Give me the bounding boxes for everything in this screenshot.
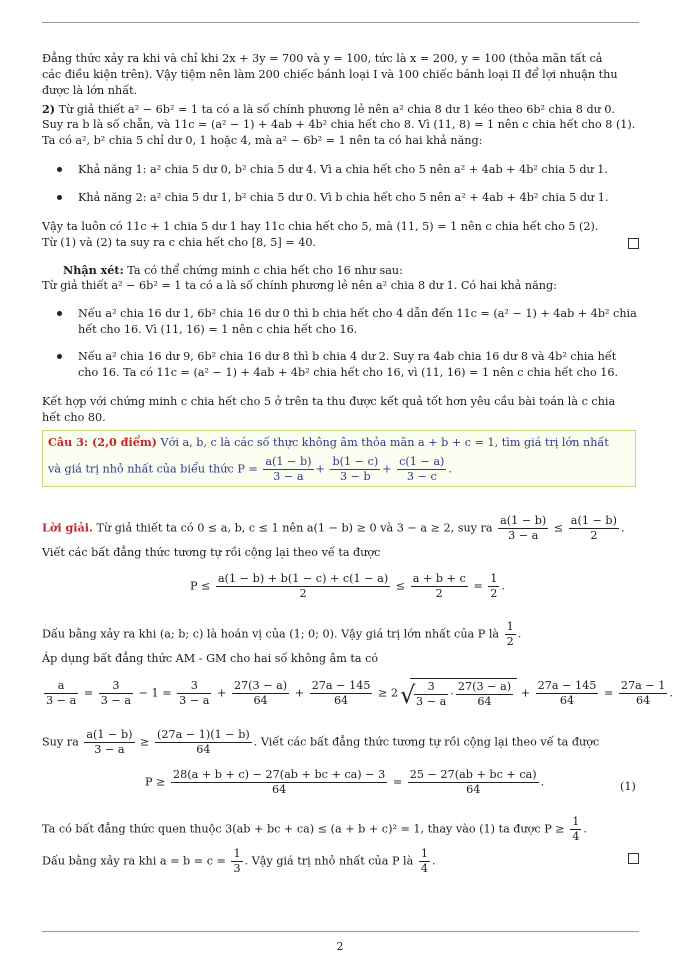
fraction: $\frac{1}{4}$: [572, 815, 580, 843]
top-rule: [42, 22, 639, 23]
part2-label: 2): [42, 102, 56, 116]
fraction: $\frac{a(1 - b)}{2}$: [570, 514, 617, 542]
fraction: $\frac{3}{3 - a}$: [179, 679, 210, 707]
intro-line: được là lớn nhất.: [42, 84, 138, 97]
solution-line: Dấu bằng xảy ra khi (a; b; c) là hoán vị của (1; 0; 0). Vậy giá trị lớn nhất của P là $\frac{1}{2}$ .: [42, 620, 522, 648]
fraction: $\frac{25 - 27(ab + bc + ca)}{64}$: [409, 768, 537, 796]
fraction: $\frac{27(3 - a)}{64}$: [457, 680, 512, 708]
fraction: $\frac{(27a - 1)(1 - b)}{64}$: [157, 728, 250, 756]
remark-conclusion: [42, 394, 639, 426]
remark-paragraph: [42, 262, 639, 294]
bullet-text: Khả năng 2: a² chia 5 dư 1, b² chia 5 dư 0. Vì b chia hết cho 5 nên a² + 4ab + 4b² chia 5 dư 1.: [78, 191, 609, 204]
bullet-text: Nếu a² chia 16 dư 9, 6b² chia 16 dư 8 thì b chia 4 dư 2. Suy ra 4ab chia 16 dư 8 và 4b² chia hết: [78, 350, 617, 363]
fraction: $\frac{a(1 - b)}{3 - a}$: [265, 455, 312, 483]
solution-line: Suy ra $\frac{a(1 - b)}{3 - a}$ ≥ $\frac{(27a - 1)(1 - b)}{64}$ . Viết các bất đẳng thức tương tự rồi cộng lại theo vế ta được: [42, 728, 600, 756]
conclusion-line: Vậy ta luôn có 11c + 1 chia 5 dư 1 hay 11c chia hết cho 5, mà (11, 5) = 1 nên c chia hết cho 5 (2).: [42, 220, 599, 233]
bullet-dot: [57, 354, 62, 359]
part2-conclusion: [42, 219, 639, 251]
bottom-rule: [42, 931, 639, 932]
solution-line: Viết các bất đẳng thức tương tự rồi cộng lại theo vế ta được: [42, 546, 381, 559]
solution-line: Dấu bằng xảy ra khi a = b = c = $\frac{1}{3}$ . Vậy giá trị nhỏ nhất của P là $\frac{1}{4}$ .: [42, 847, 436, 875]
bullet-dot: [57, 311, 62, 316]
solution-label: Lời giải.: [42, 520, 93, 535]
fraction: $\frac{28(a + b + c) - 27(ab + bc + ca) - 3}{64}$: [173, 768, 386, 796]
fraction: $\frac{27(3 - a)}{64}$: [233, 679, 288, 707]
bullet-text: Nếu a² chia 16 dư 1, 6b² chia 16 dư 0 thì b chia hết cho 4 dẫn đến 11c = (a² − 1) + 4ab + 4b² chia: [78, 307, 637, 320]
fraction: $\frac{a + b + c}{2}$: [412, 572, 466, 600]
solution-line: Ta có bất đẳng thức quen thuộc 3(ab + bc + ca) ≤ (a + b + c)² = 1, thay vào (1) ta được P ≥ $\frac{1}{4}$ .: [42, 815, 587, 843]
qed-box: [628, 238, 639, 249]
intro-line: các điều kiện trên). Vậy tiệm nên làm 200 chiếc bánh loại I và 100 chiếc bánh loại II để lợi nhuận thu: [42, 68, 618, 81]
bullet-text: cho 16. Ta có 11c = (a² − 1) + 4ab + 4b² chia hết cho 16, vì (11, 16) = 1 nên c chia hết cho 16.: [78, 366, 619, 379]
fraction: $\frac{3}{3 - a}$: [416, 680, 447, 708]
equation-min: P ≥ $\frac{28(a + b + c) - 27(ab + bc + ca) - 3}{64}$ = $\frac{25 - 27(ab + bc + ca)}{64}$ .: [145, 768, 545, 796]
bullet-text: hết cho 16. Vì (11, 16) = 1 nên c chia hết cho 16.: [78, 323, 358, 336]
fraction: $\frac{27a - 1}{64}$: [620, 679, 666, 707]
equation-number: (1): [620, 780, 636, 793]
fraction: $\frac{a(1 - b) + b(1 - c) + c(1 - a)}{2}$: [218, 572, 389, 600]
equation-amgm: $\frac{a}{3 - a}$ = $\frac{3}{3 - a}$ − 1 = $\frac{3}{3 - a}$ + $\frac{27(3 - a)}{64}$ + $\frac{27a - 145}{64}$ ≥ 2 √ $\frac{3}{3 - a}$ · $\frac{27(3 - a)}{64}$ + $\frac{27a - 145}{64}$ = $\frac{27a - 1}{64}$ .: [46, 679, 673, 709]
question-box: Câu 3: (2,0 điểm) Với a, b, c là các số thực không âm thỏa mãn a + b + c = 1, tìm giá trị lớn nhất và giá trị nhỏ nhất của biểu thức P = $\frac{a(1 - b)}{3 - a}$ + $\frac{b(1 - c)}{3 - b}$ + $\frac{c(1 - a)}{3 - c}$ .: [42, 430, 636, 487]
conclusion-line: Kết hợp với chứng minh c chia hết cho 5 ở trên ta thu được kết quả tốt hơn yêu cầu bài toán là c chia: [42, 395, 616, 408]
fraction: $\frac{1}{2}$: [506, 620, 514, 648]
fraction: $\frac{27a - 145}{64}$: [537, 679, 597, 707]
question-label: Câu 3: (2,0 điểm): [48, 435, 157, 449]
question-line: và giá trị nhỏ nhất của biểu thức P =: [48, 462, 262, 476]
fraction: $\frac{a}{3 - a}$: [46, 679, 77, 707]
fraction: $\frac{1}{4}$: [420, 847, 428, 875]
remark-label: Nhận xét:: [63, 263, 124, 277]
fraction: $\frac{27a - 145}{64}$: [311, 679, 371, 707]
bullet-dot: [57, 167, 62, 172]
remark-line: Từ giả thiết a² − 6b² = 1 ta có a là số chính phương lẻ nên a² chia 8 dư 1. Có hai khả năng:: [42, 279, 557, 292]
square-root: √ $\frac{3}{3 - a}$ · $\frac{27(3 - a)}{64}$: [400, 678, 517, 709]
intro-paragraph: [42, 51, 639, 99]
bullet-dot: [57, 195, 62, 200]
conclusion-line: hết cho 80.: [42, 411, 106, 424]
bullet-text: Khả năng 1: a² chia 5 dư 0, b² chia 5 dư 4. Vì a chia hết cho 5 nên a² + 4ab + 4b² chia 5 dư 1.: [78, 163, 608, 176]
fraction: $\frac{b(1 - c)}{3 - b}$: [332, 455, 379, 483]
part2-paragraph: [42, 101, 639, 149]
page-number: 2: [336, 940, 344, 953]
remark-line: Ta có thể chứng minh c chia hết cho 16 như sau:: [123, 264, 403, 277]
part2-line: Suy ra b là số chẵn, và 11c = (a² − 1) + 4ab + 4b² chia hết cho 8. Vì (11, 8) = 1 nên c chia hết cho 8 (1).: [42, 118, 636, 131]
fraction: $\frac{c(1 - a)}{3 - c}$: [399, 455, 445, 483]
conclusion-line: Từ (1) và (2) ta suy ra c chia hết cho [8, 5] = 40.: [42, 236, 317, 249]
fraction: $\frac{3}{3 - a}$: [100, 679, 132, 707]
question-line: Với a, b, c là các số thực không âm thỏa mãn a + b + c = 1, tìm giá trị lớn nhất: [156, 436, 609, 449]
solution-line: Lời giải. Từ giả thiết ta có 0 ≤ a, b, c ≤ 1 nên a(1 − b) ≥ 0 và 3 − a ≥ 2, suy ra $\frac{a(1 - b)}{3 - a}$ ≤ $\frac{a(1 - b)}{2}$ .: [42, 514, 625, 542]
part2-line: Ta có a², b² chia 5 chỉ dư 0, 1 hoặc 4, mà a² − 6b² = 1 nên ta có hai khả năng:: [42, 134, 483, 147]
fraction: $\frac{a(1 - b)}{3 - a}$: [86, 728, 133, 756]
qed-box: [628, 853, 639, 864]
solution-line: Áp dụng bất đẳng thức AM - GM cho hai số không âm ta có: [42, 652, 379, 665]
part2-line: Từ giả thiết a² − 6b² = 1 ta có a là số chính phương lẻ nên a² chia 8 dư 1 kéo theo 6b² chia 8 dư 0.: [55, 103, 616, 116]
equation-max: P ≤ $\frac{a(1 - b) + b(1 - c) + c(1 - a)}{2}$ ≤ $\frac{a + b + c}{2}$ = $\frac{1}{2}$ .: [190, 572, 505, 600]
fraction: $\frac{1}{2}$: [490, 572, 498, 600]
intro-line: Đẳng thức xảy ra khi và chỉ khi 2x + 3y = 700 và y = 100, tức là x = 200, y = 100 (thỏa mãn tất cả: [42, 52, 603, 65]
fraction: $\frac{a(1 - b)}{3 - a}$: [500, 514, 547, 542]
fraction: $\frac{1}{3}$: [233, 847, 241, 875]
